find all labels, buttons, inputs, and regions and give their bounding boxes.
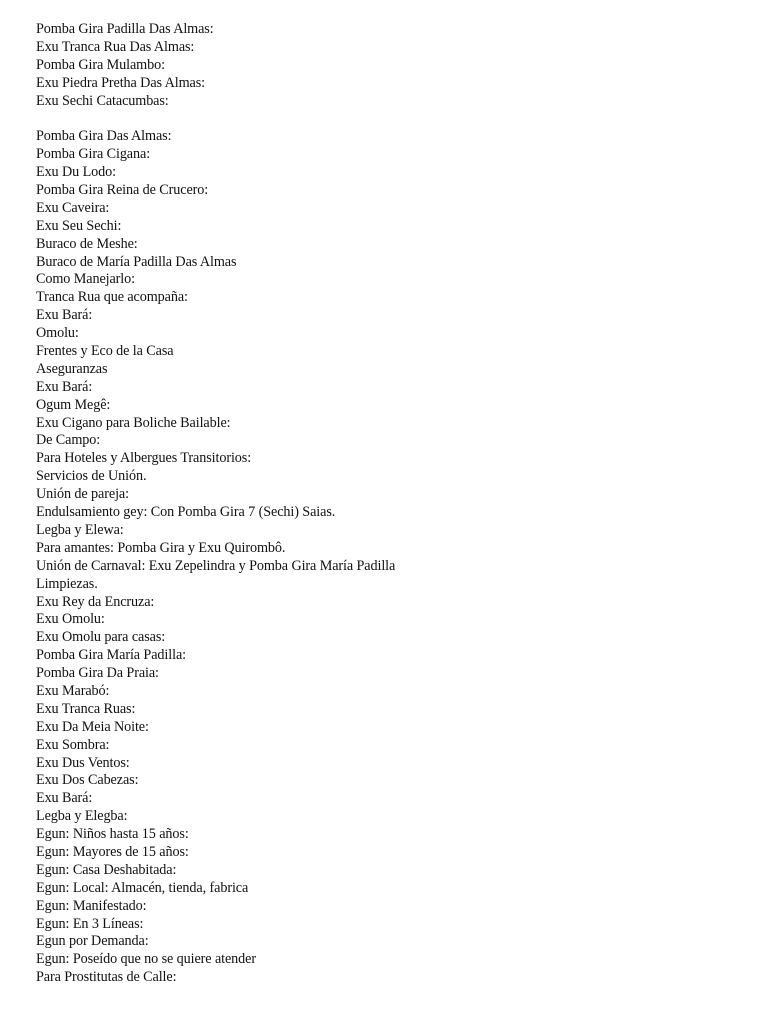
- list-item: Egun: Mayores de 15 años:: [36, 843, 189, 860]
- list-item: Exu Marabó:: [36, 682, 110, 699]
- list-item: Unión de Carnaval: Exu Zepelindra y Pomba Gira María Padilla: [36, 557, 396, 574]
- list-item: Pomba Gira Das Almas:: [36, 128, 172, 145]
- list-item: Ogum Megê:: [36, 396, 111, 413]
- list-item: De Campo:: [36, 432, 101, 449]
- list-item: Tranca Rua que acompaña:: [36, 289, 188, 306]
- list-item: Pomba Gira María Padilla:: [36, 647, 186, 664]
- list-item: Para amantes: Pomba Gira y Exu Quirombô.: [36, 539, 286, 556]
- list-item: Exu Sechi Catacumbas:: [36, 92, 169, 109]
- list-item: Pomba Gira Reina de Crucero:: [36, 182, 209, 199]
- list-item: Unión de pareja:: [36, 486, 129, 503]
- list-item: Endulsamiento gey: Con Pomba Gira 7 (Sechi) Saias.: [36, 504, 336, 521]
- list-item: Exu Tranca Rua Das Almas:: [36, 38, 195, 55]
- list-item: Egun: Manifestado:: [36, 897, 147, 914]
- list-item: Legba y Elewa:: [36, 521, 124, 538]
- list-item: Egun: Niños hasta 15 años:: [36, 826, 189, 843]
- list-item: Egun: Casa Deshabitada:: [36, 861, 177, 878]
- list-item: Buraco de María Padilla Das Almas: [36, 253, 237, 270]
- list-item: Exu Sombra:: [36, 736, 110, 753]
- list-item: Egun: Local: Almacén, tienda, fabrica: [36, 879, 249, 896]
- list-item: Exu Cigano para Boliche Bailable:: [36, 414, 231, 431]
- list-item: Como Manejarlo:: [36, 271, 135, 288]
- list-item: Limpiezas.: [36, 575, 98, 592]
- list-item: Exu Caveira:: [36, 199, 110, 216]
- list-item: Buraco de Meshe:: [36, 235, 138, 252]
- blank-line: [36, 110, 736, 128]
- list-item: Servicios de Unión.: [36, 468, 147, 485]
- list-item: Aseguranzas: [36, 360, 108, 377]
- list-item: Egun por Demanda:: [36, 933, 149, 950]
- list-item: Pomba Gira Mulambo:: [36, 56, 165, 73]
- list-item: Exu Du Lodo:: [36, 164, 116, 181]
- list-item: Pomba Gira Cigana:: [36, 146, 151, 163]
- list-item: Egun: Poseído que no se quiere atender: [36, 951, 256, 968]
- list-item: Para Prostitutas de Calle:: [36, 969, 177, 986]
- list-item: Omolu:: [36, 325, 79, 342]
- list-item: Exu Omolu:: [36, 611, 105, 628]
- list-item: Exu Rey da Encruza:: [36, 593, 155, 610]
- list-item: Egun: En 3 Líneas:: [36, 915, 144, 932]
- list-item: Exu Bará:: [36, 378, 93, 395]
- list-item: Exu Omolu para casas:: [36, 629, 166, 646]
- list-group-2: [36, 128, 736, 987]
- list-item: Exu Tranca Ruas:: [36, 700, 136, 717]
- list-item: Exu Dus Ventos:: [36, 754, 130, 771]
- list-item: Exu Bará:: [36, 307, 93, 324]
- list-group-1: [36, 21, 736, 110]
- list-item: Exu Dos Cabezas:: [36, 772, 139, 789]
- list-item: Exu Da Meia Noite:: [36, 718, 149, 735]
- list-item: Legba y Elegba:: [36, 808, 128, 825]
- list-item: Para Hoteles y Albergues Transitorios:: [36, 450, 252, 467]
- list-item: Pomba Gira Da Praia:: [36, 665, 159, 682]
- list-item: Exu Seu Sechi:: [36, 217, 122, 234]
- list-item: Pomba Gira Padilla Das Almas:: [36, 21, 214, 37]
- list-item: Exu Piedra Pretha Das Almas:: [36, 74, 205, 91]
- list-item: Frentes y Eco de la Casa: [36, 343, 174, 360]
- document-text: [36, 21, 736, 987]
- list-item: Exu Bará:: [36, 790, 93, 807]
